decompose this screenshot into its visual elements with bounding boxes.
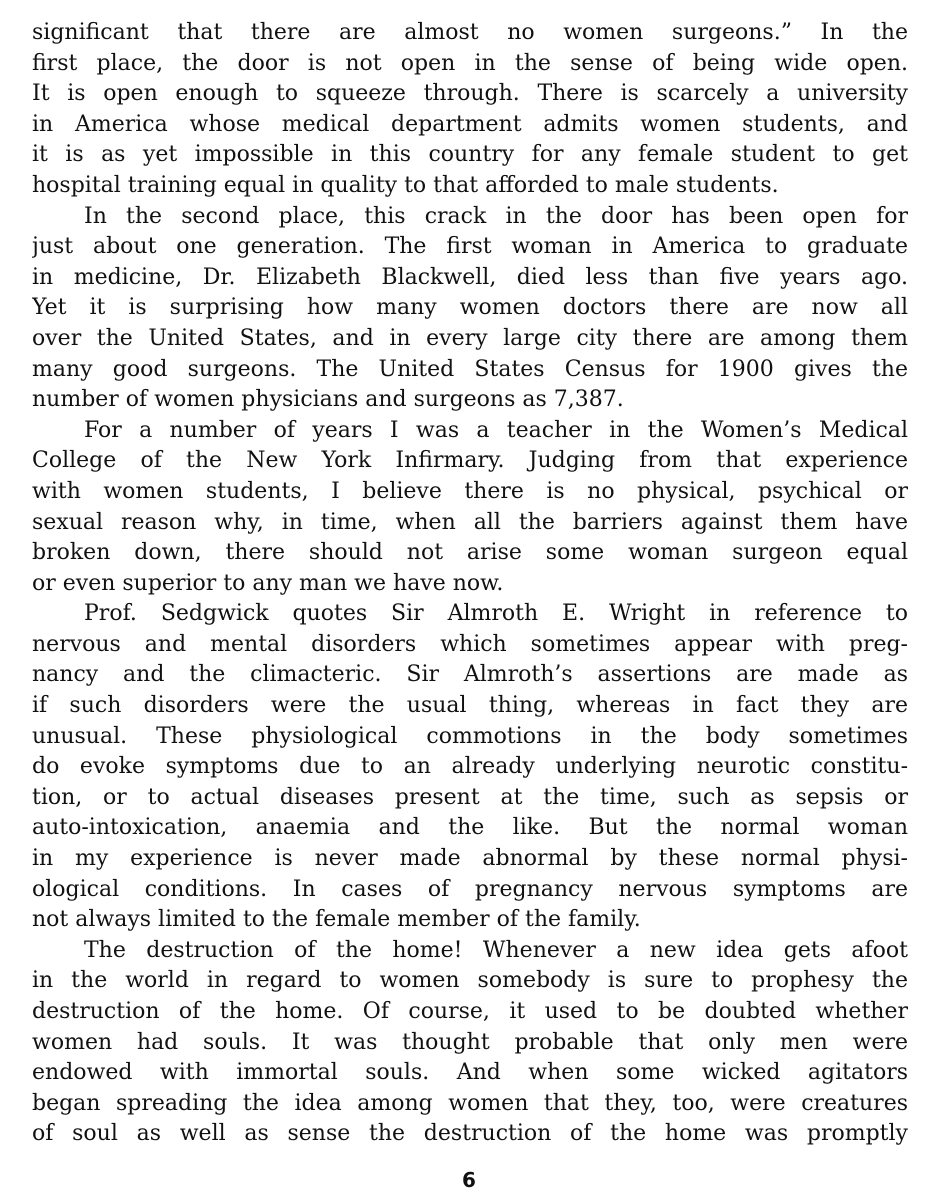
text-line: nancy and the climacteric. Sir Almroth’s assertions are made as <box>32 662 908 688</box>
text-line: of soul as well as sense the destruction of the home was promptly <box>32 1121 908 1147</box>
text-line: began spreading the idea among women that they, too, were creatures <box>32 1090 908 1116</box>
text-line: College of the New York Infirmary. Judging from that experience <box>32 448 908 474</box>
text-line: destruction of the home. Of course, it used to be doubted whether <box>32 999 908 1024</box>
text-line: not always limited to the female member of the family. <box>32 907 641 933</box>
text-line: do evoke symptoms due to an already underlying neurotic constitu- <box>32 754 908 780</box>
page-number: 6 <box>462 1168 476 1192</box>
text-line: in America whose medical department admits women students, and <box>32 111 908 137</box>
text-line: nervous and mental disorders which sometimes appear with preg- <box>32 631 908 657</box>
text-line: or even superior to any man we have now. <box>32 570 504 596</box>
text-line: ological conditions. In cases of pregnancy nervous symptoms are <box>32 876 908 902</box>
text-line: in the world in regard to women somebody is sure to prophesy the <box>32 968 908 994</box>
body-text <box>32 18 908 1150</box>
text-line: tion, or to actual diseases present at the time, such as sepsis or <box>32 784 908 810</box>
text-line: It is open enough to squeeze through. There is scarcely a university <box>32 81 908 107</box>
text-line: women had souls. It was thought probable that only men were <box>32 1029 908 1055</box>
text-line: many good surgeons. The United States Census for 1900 gives the <box>32 356 908 382</box>
text-line: number of women physicians and surgeons as 7,387. <box>32 387 624 413</box>
text-line: first place, the door is not open in the sense of being wide open. <box>32 50 908 76</box>
text-line: in my experience is never made abnormal by these normal physi- <box>32 846 908 872</box>
text-line: unusual. These physiological commotions in the body sometimes <box>32 723 908 749</box>
text-line: hospital training equal in quality to that afforded to male students. <box>32 172 779 198</box>
text-line: in medicine, Dr. Elizabeth Blackwell, died less than five years ago. <box>32 264 908 290</box>
text-line: just about one generation. The first woman in America to graduate <box>32 234 908 260</box>
text-line: endowed with immortal souls. And when some wicked agitators <box>32 1060 908 1086</box>
text-line: broken down, there should not arise some woman surgeon equal <box>32 540 908 566</box>
paragraph-first-line: Prof. Sedgwick quotes Sir Almroth E. Wright in reference to <box>84 601 908 627</box>
text-line: Yet it is surprising how many women doctors there are now all <box>32 295 908 321</box>
paragraph-first-line: For a number of years I was a teacher in the Women’s Medical <box>84 417 908 443</box>
text-line: with women students, I believe there is no physical, psychical or <box>32 478 908 504</box>
text-line: sexual reason why, in time, when all the barriers against them have <box>32 509 908 535</box>
paragraph-first-line: The destruction of the home! Whenever a new idea gets afoot <box>84 937 908 963</box>
text-line: auto-intoxication, anaemia and the like. But the normal woman <box>32 815 908 841</box>
text-line: if such disorders were the usual thing, whereas in fact they are <box>32 693 908 719</box>
text-line: significant that there are almost no women surgeons.” In the <box>32 20 908 45</box>
text-line: over the United States, and in every large city there are among them <box>32 325 908 351</box>
paragraph-first-line: In the second place, this crack in the door has been open for <box>84 203 908 229</box>
text-line: it is as yet impossible in this country for any female student to get <box>32 142 908 168</box>
